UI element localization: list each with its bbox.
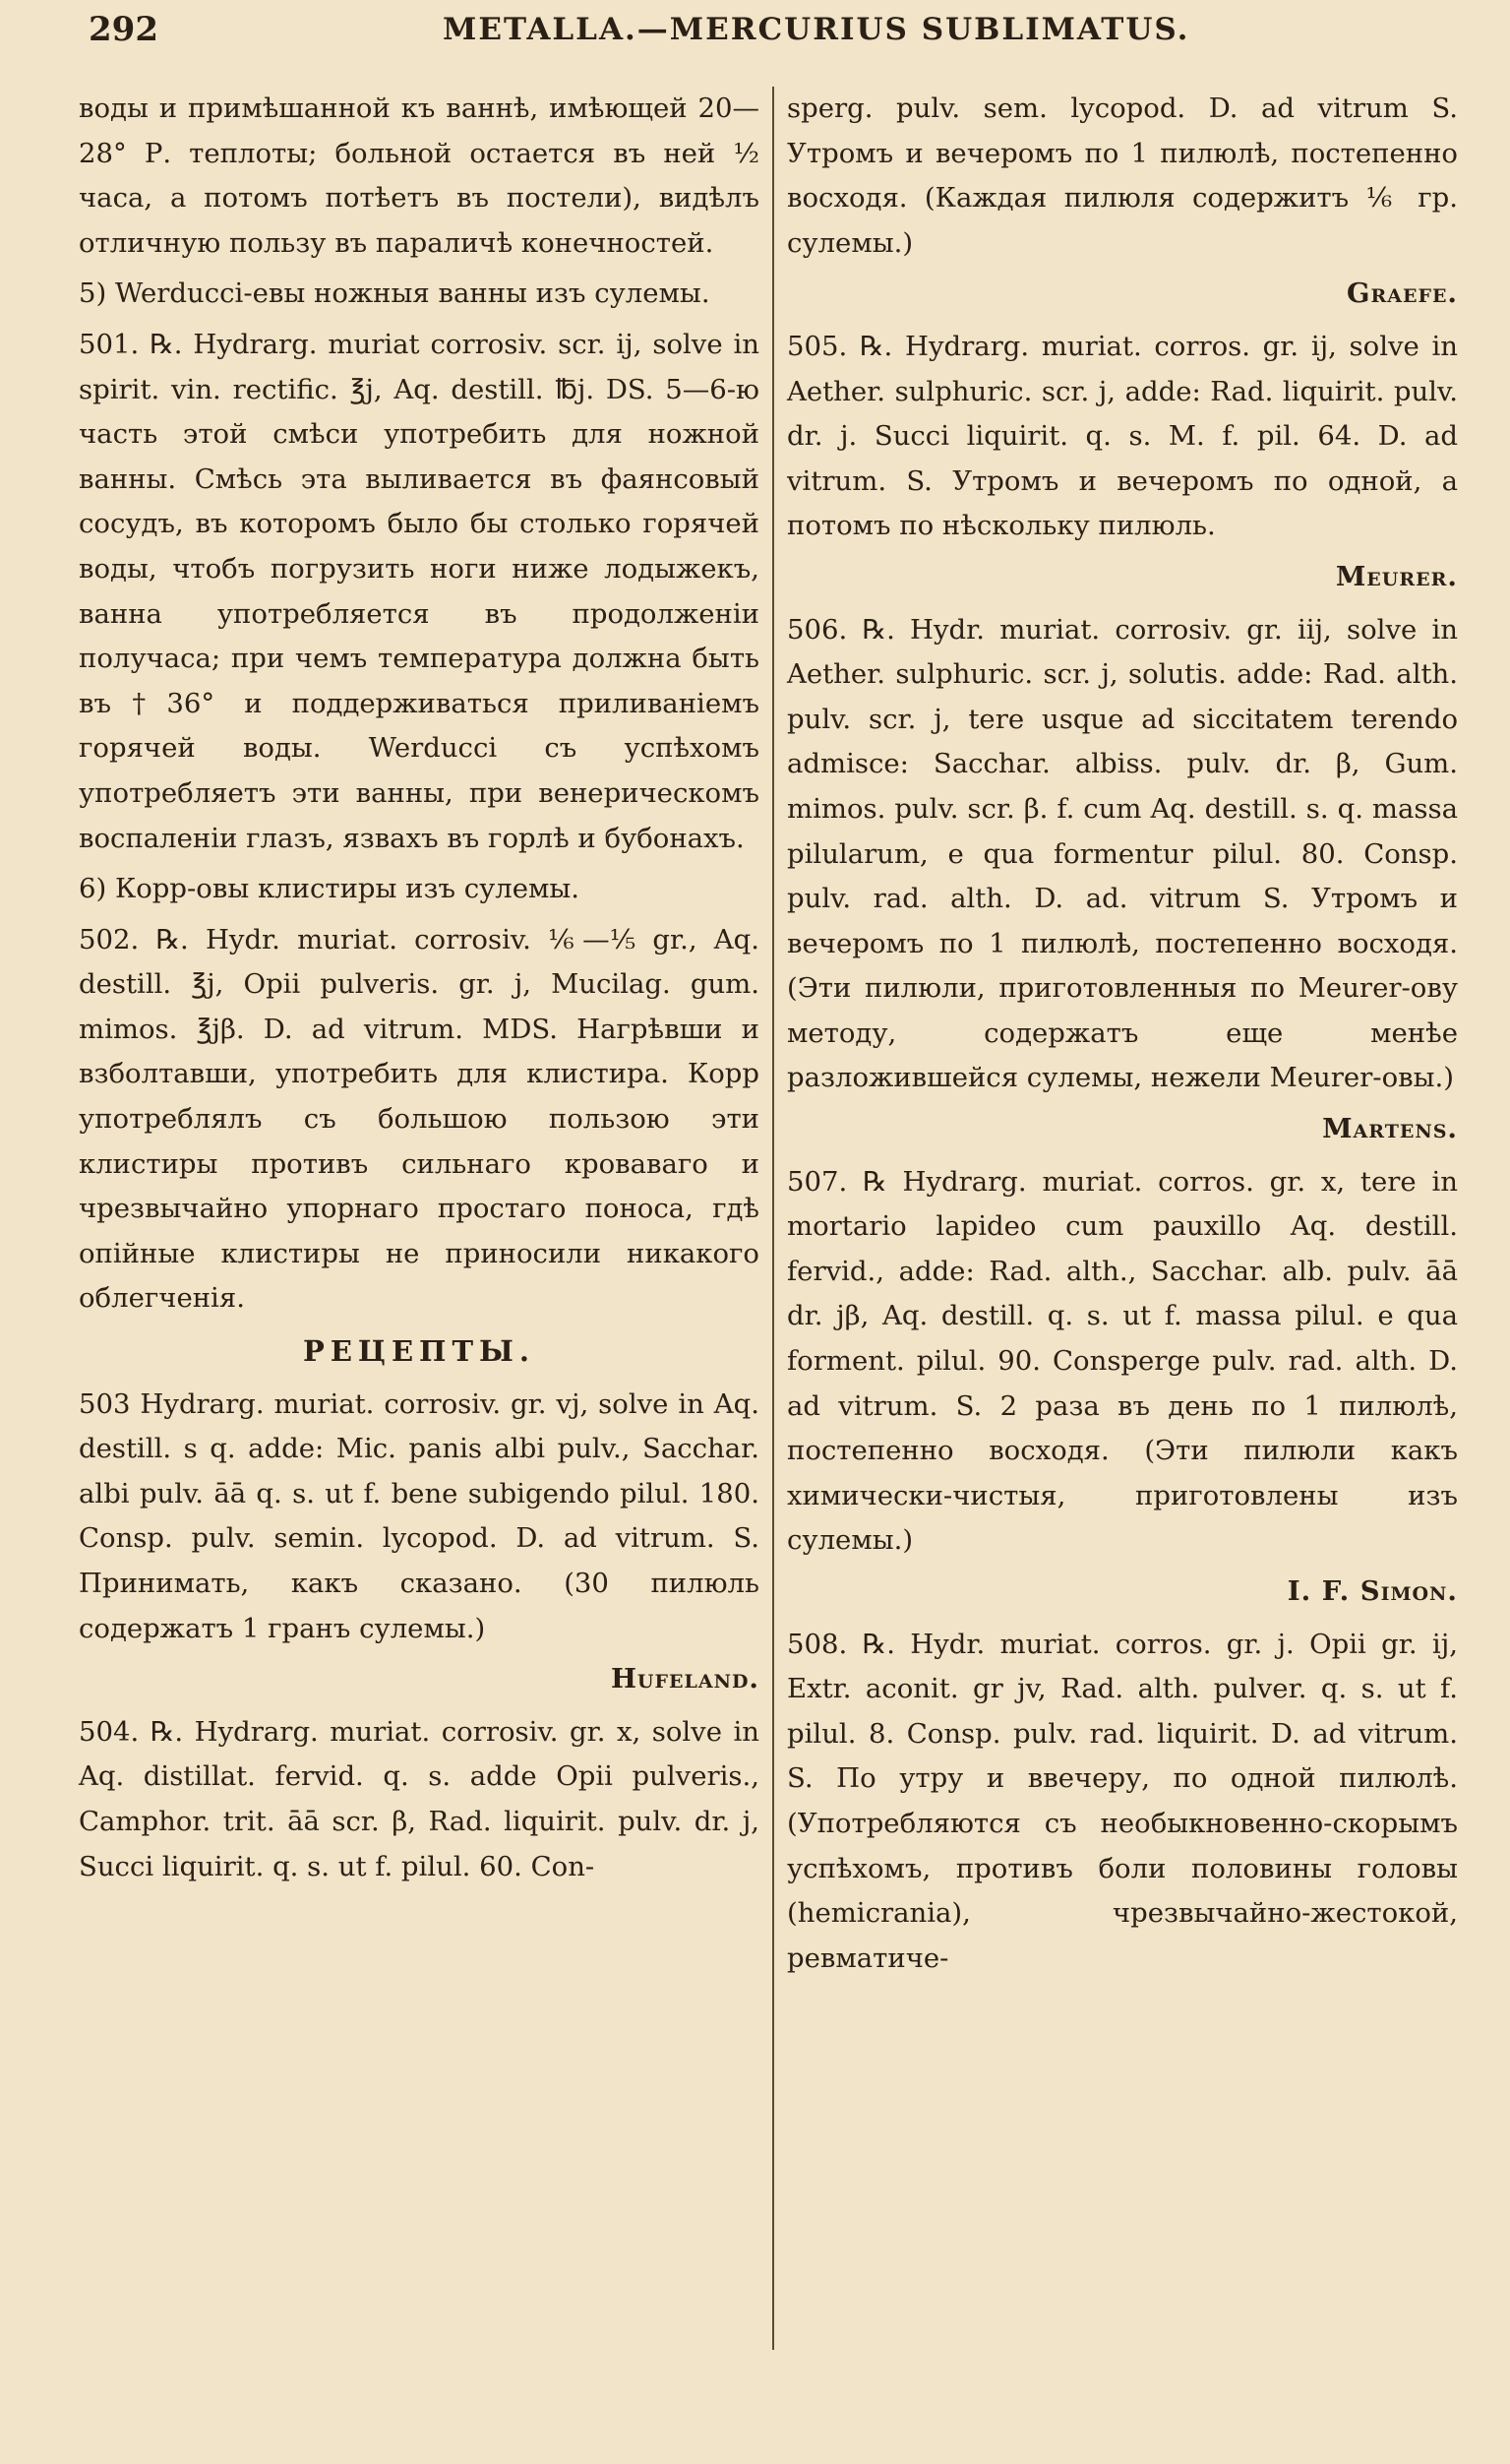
recipes-heading: РЕЦЕПТЫ.: [303, 1334, 535, 1369]
signature-meurer: Meurer.: [1335, 560, 1458, 592]
signature-hufeland: Hufeland.: [610, 1663, 759, 1695]
recipe-505: 505. ℞. Hydrarg. muriat. corros. gr. ij, solve in Aether. sulphuric. scr. j, adde: Rad. liquirit. pulv. dr. j. Succi liquirit. q. s. M. f. pil. 64. D. ad vitrum. S. Утромъ и вечеромъ по одной, а потомъ по нѣскольку пилюль.: [787, 330, 1458, 542]
recipe-502: 502. ℞. Hydr. muriat. corrosiv. ⅙—⅕ gr., Aq. destill. ℥j, Opii pulveris. gr. j, Mucilag. gum. mimos. ℥jβ. D. ad vitrum. MDS. Нагрѣвши и взболтавши, употребить для клистира. Корр употреблялъ съ большою пользою эти клистиры противъ сильнаго кроваваго и чрезвычайно упорнаго простаго поноса, гдѣ опійные клистиры не приносили никакого облегченія.: [79, 923, 759, 1315]
section-5-heading: 5) Werducci-евы ножныя ванны изъ сулемы.: [79, 277, 710, 310]
recipe-507: 507. ℞ Hydrarg. muriat. corros. gr. x, tere in mortario lapideo cum pauxillo Aq. destill. fervid., adde: Rad. alth., Sacchar. alb. pulv. āā dr. jβ, Aq. destill. q. s. ut f. massa pilul. e qua forment. pilul. 90. Consperge pulv. rad. alth. D. ad vitrum. S. 2 раза въ день по 1 пилюлѣ, постепенно восходя. (Эти пилюли какъ химически-чистыя, приготовлены изъ сулемы.): [787, 1165, 1458, 1557]
recipe-506: 506. ℞. Hydr. muriat. corrosiv. gr. iij, solve in Aether. sulphuric. scr. j, solutis. adde: Rad. alth. pulv. scr. j, tere usque ad siccitatem terendo admisce: Sacchar. albiss. pulv. dr. β, Gum. mimos. pulv. scr. β. f. cum Aq. destill. s. q. massa pilularum, e qua formentur pilul. 80. Consp. pulv. rad. alth. D. ad. vitrum S. Утромъ и вечеромъ по 1 пилюлѣ, постепенно восходя. (Эти пилюли, приготовленныя по Meurer-ову методу, содержатъ еще менѣе разложившейся сулемы, нежели Meurer-овы.): [787, 613, 1458, 1094]
page-header: [89, 10, 1446, 59]
recipe-504: 504. ℞. Hydrarg. muriat. corrosiv. gr. x, solve in Aq. distillat. fervid. q. s. adde Opii pulveris., Camphor. trit. āā scr. β, Rad. liquirit. pulv. dr. j, Succi liquirit. q. s. ut f. pilul. 60. Con-: [79, 1715, 759, 1882]
running-title: METALLA.—MERCURIUS SUBLIMATUS.: [443, 12, 1190, 47]
signature-simon: I. F. Simon.: [1287, 1575, 1458, 1607]
recipe-503: 503 Hydrarg. muriat. corrosiv. gr. vj, solve in Aq. destill. s q. adde: Mic. panis albi pulv., Sacchar. albi pulv. āā q. s. ut f. bene subigendo pilul. 180. Consp. pulv. semin. lycopod. D. ad vitrum. S. Принимать, какъ сказано. (30 пилюль содержатъ 1 гранъ сулемы.): [79, 1387, 759, 1644]
column-divider: [772, 87, 774, 2350]
paragraph-continuation: воды и примѣшанной къ ваннѣ, имѣющей 20—28° Р. теплоты; больной остается въ ней ½ часа, а потомъ потѣетъ въ постели), видѣлъ отличную пользу въ параличѣ конечностей.: [79, 92, 759, 259]
recipe-504-continuation: sperg. pulv. sem. lycopod. D. ad vitrum S. Утромъ и вечеромъ по 1 пилюлѣ, постепенно восходя. (Каждая пилюля содержитъ ⅙ гр. сулемы.): [787, 92, 1458, 259]
section-6-heading: 6) Корр-овы клистиры изъ сулемы.: [79, 873, 580, 905]
recipe-501: 501. ℞. Hydrarg. muriat corrosiv. scr. ij, solve in spirit. vin. rectific. ℥j, Aq. destill. ℔j. DS. 5—6-ю часть этой смѣси употребить для ножной ванны. Смѣсь эта выливается въ фаянсовый сосудъ, въ которомъ было бы столько горячей воды, чтобъ погрузить ноги ниже лодыжекъ, ванна употребляется въ продолженіи получаса; при чемъ температура должна быть въ†36° и поддерживаться приливаніемъ горячей воды. Werducci съ успѣхомъ употребляетъ эти ванны, при венерическомъ воспаленіи глазъ, язвахъ въ горлѣ и бубонахъ.: [79, 328, 759, 854]
signature-martens: Martens.: [1322, 1113, 1458, 1145]
page-number: 292: [89, 10, 158, 49]
signature-graefe: Graefe.: [1346, 277, 1458, 310]
left-column: [79, 87, 759, 1895]
right-column: [787, 87, 1458, 1987]
recipe-508: 508. ℞. Hydr. muriat. corros. gr. j. Opii gr. ij, Extr. aconit. gr jv, Rad. alth. pulver. q. s. ut f. pilul. 8. Consp. pulv. rad. liquirit. D. ad vitrum. S. По утру и ввечеру, по одной пилюлѣ. (Употребляются съ необыкновенно-скорымъ успѣхомъ, противъ боли половины головы (hemicrania), чрезвычайно-жестокой, ревматиче-: [787, 1628, 1458, 1974]
